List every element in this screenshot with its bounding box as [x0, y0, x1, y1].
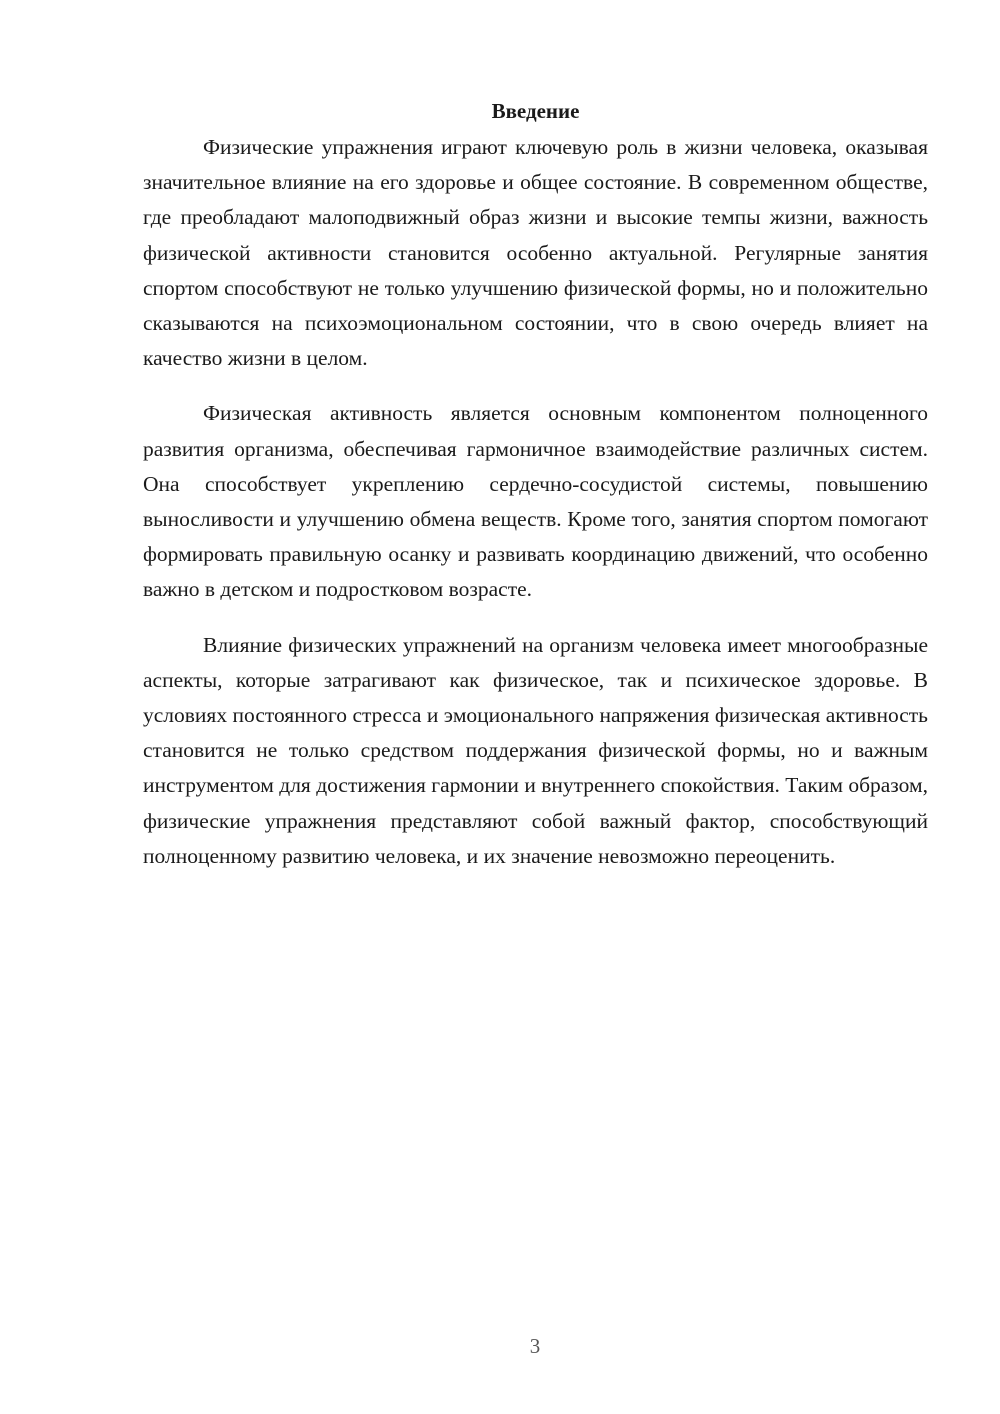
page-number: 3 [529, 1334, 541, 1358]
page-title: Введение [491, 99, 580, 123]
paragraph-2: Физическая активность является основным компонентом полноценного развития организма, обеспечивая гармоничное взаимодействие различных систем. Она способствует укреплению сердечно-сосудистой системы, повышению выносливости и улучшению обмена веществ. Кроме того, занятия спортом помогают формировать правильную осанку и развивать координацию движений, что особенно важно в детском и подростковом возрасте. [143, 401, 928, 602]
document-body [143, 96, 928, 894]
paragraph-1: Физические упражнения играют ключевую роль в жизни человека, оказывая значительное влияние на его здоровье и общее состояние. В современном обществе, где преобладают малоподвижный образ жизни и высокие темпы жизни, важность физической активности становится особенно актуальной. Регулярные занятия спортом способствуют не только улучшению физической формы, но и положительно сказываются на психоэмоциональном состоянии, что в свою очередь влияет на качество жизни в целом. [143, 135, 928, 371]
paragraph-3: Влияние физических упражнений на организм человека имеет многообразные аспекты, которые затрагивают как физическое, так и психическое здоровье. В условиях постоянного стресса и эмоционального напряжения физическая активность становится не только средством поддержания физической формы, но и важным инструментом для достижения гармонии и внутреннего спокойствия. Таким образом, физические упражнения представляют собой важный фактор, способствующий полноценному развитию человека, и их значение невозможно переоценить. [143, 632, 928, 868]
